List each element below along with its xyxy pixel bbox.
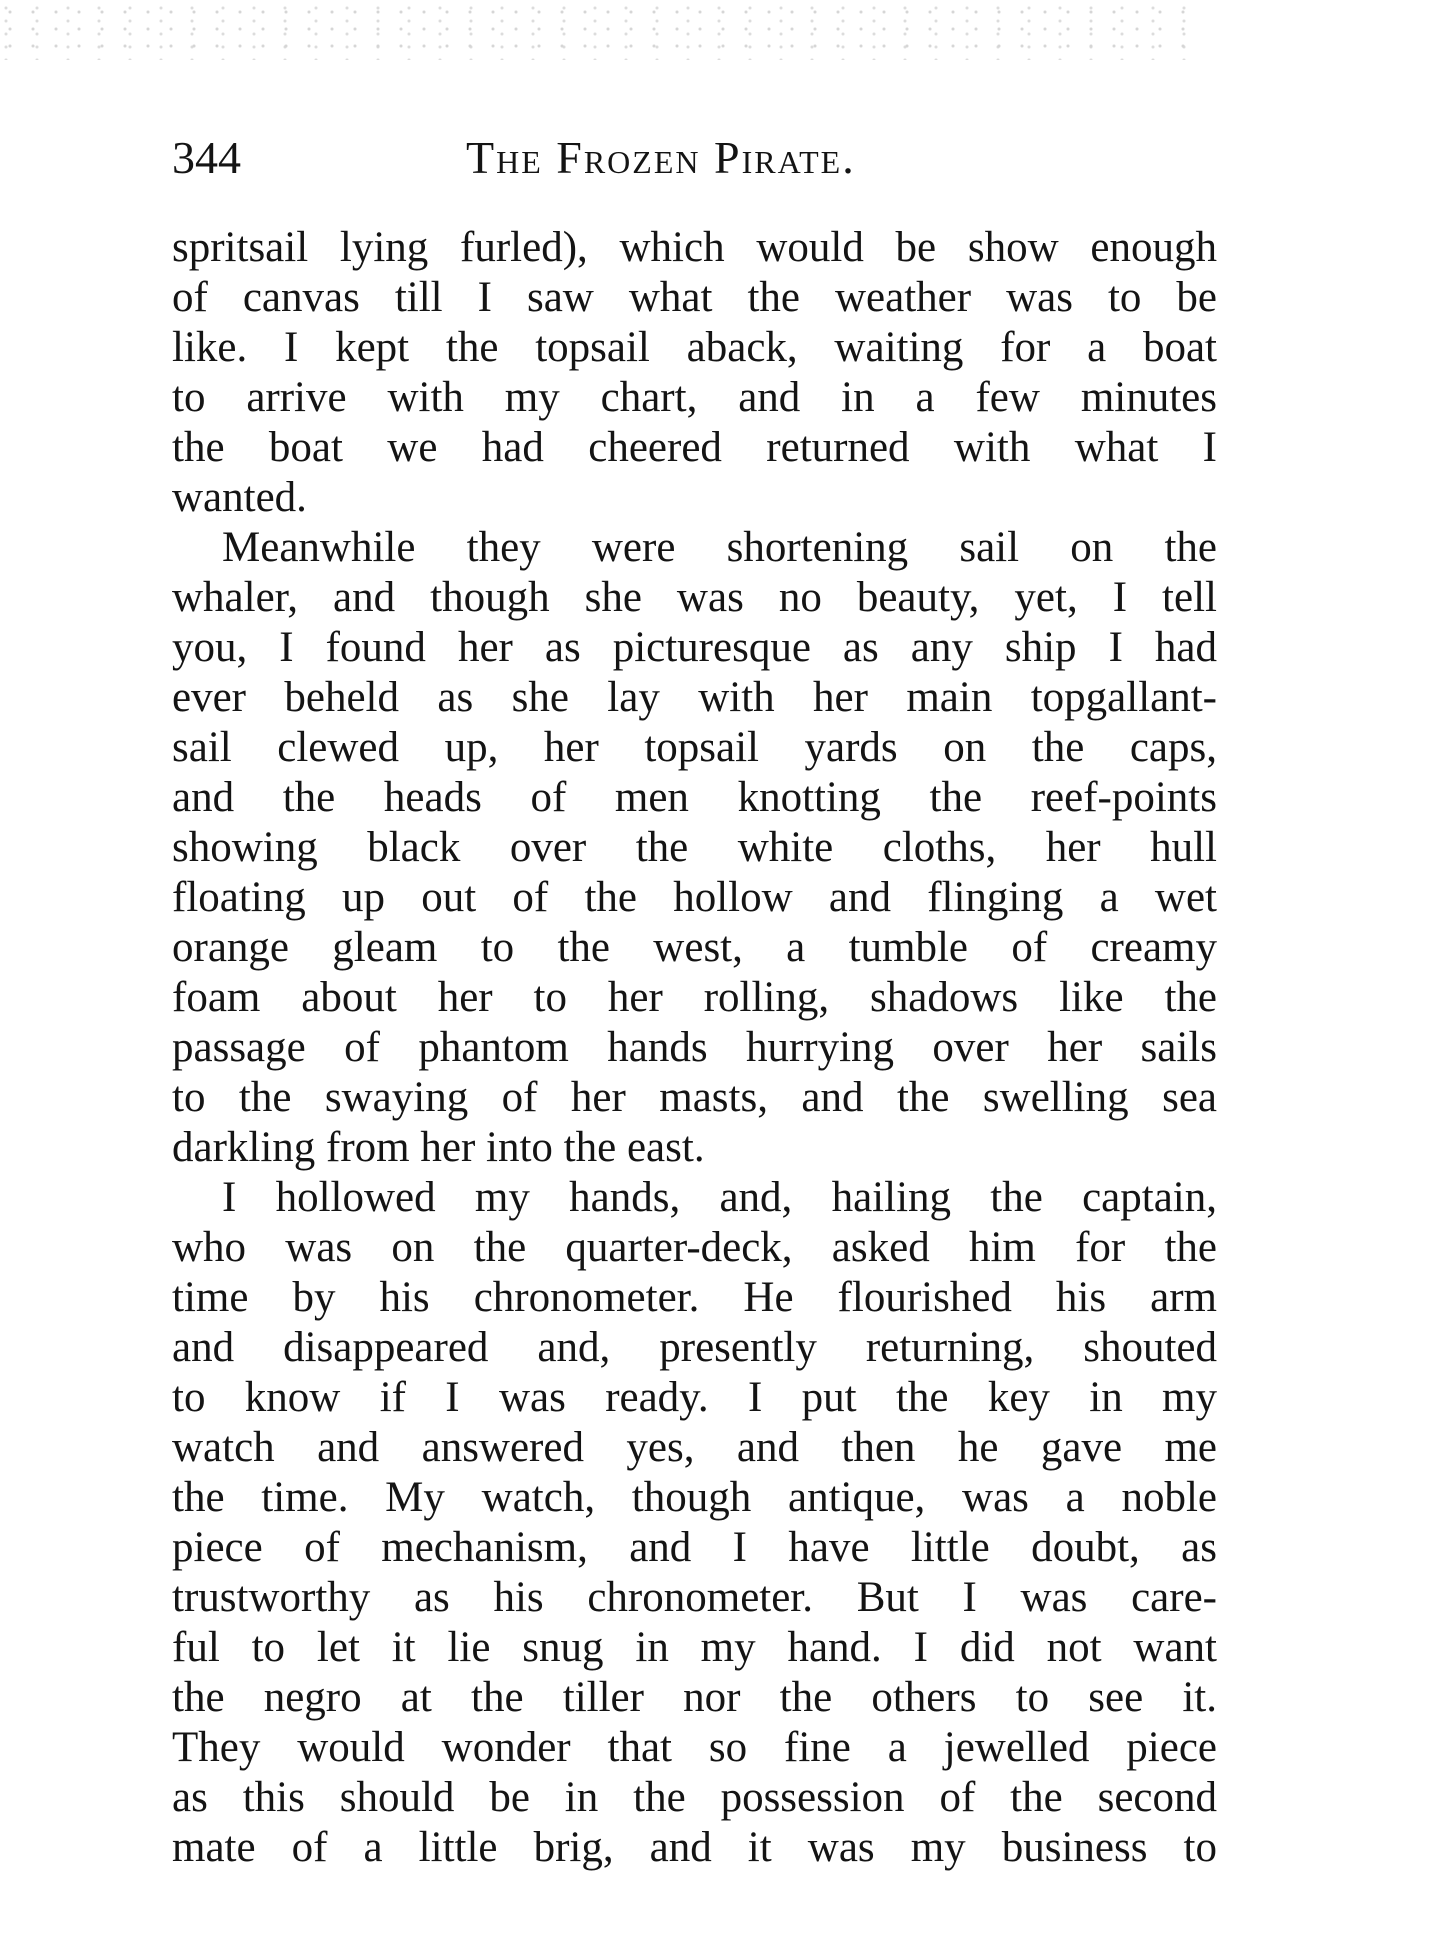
text-line: spritsail lying furled), which would be show enough: [172, 224, 1217, 271]
text-line: who was on the quarter-deck, asked him for the: [172, 1224, 1217, 1271]
text-line: to arrive with my chart, and in a few minutes: [172, 374, 1217, 421]
text-line: the negro at the tiller nor the others to see it.: [172, 1674, 1217, 1721]
text-line: the boat we had cheered returned with what I: [172, 424, 1217, 471]
text-line: floating up out of the hollow and flinging a wet: [172, 874, 1217, 921]
scan-noise-decoration: [0, 0, 1200, 60]
text-line: ful to let it lie snug in my hand. I did not want: [172, 1624, 1217, 1671]
text-line: foam about her to her rolling, shadows like the: [172, 974, 1217, 1021]
text-line: darkling from her into the east.: [172, 1124, 705, 1171]
text-line: to the swaying of her masts, and the swelling sea: [172, 1074, 1217, 1121]
text-line: like. I kept the topsail aback, waiting for a boat: [172, 324, 1217, 371]
text-line: orange gleam to the west, a tumble of creamy: [172, 924, 1217, 971]
text-line: whaler, and though she was no beauty, yet, I tell: [172, 574, 1217, 621]
text-line: wanted.: [172, 474, 307, 521]
text-line: showing black over the white cloths, her hull: [172, 824, 1217, 871]
text-line: piece of mechanism, and I have little doubt, as: [172, 1524, 1217, 1571]
text-line: trustworthy as his chronometer. But I was care-: [172, 1574, 1217, 1621]
text-line: mate of a little brig, and it was my business to: [172, 1824, 1217, 1871]
text-line: They would wonder that so fine a jewelled piece: [172, 1724, 1217, 1771]
text-line: and the heads of men knotting the reef-points: [172, 774, 1217, 821]
text-line: to know if I was ready. I put the key in my: [172, 1374, 1217, 1421]
text-line: and disappeared and, presently returning, shouted: [172, 1324, 1217, 1371]
text-line: I hollowed my hands, and, hailing the captain,: [222, 1174, 1217, 1221]
page-number: 344: [172, 132, 241, 183]
page-header: [172, 128, 1217, 188]
text-line: of canvas till I saw what the weather was to be: [172, 274, 1217, 321]
text-line: Meanwhile they were shortening sail on the: [222, 524, 1217, 571]
text-line: watch and answered yes, and then he gave me: [172, 1424, 1217, 1471]
text-line: the time. My watch, though antique, was a noble: [172, 1474, 1217, 1521]
text-line: passage of phantom hands hurrying over her sails: [172, 1024, 1217, 1071]
running-title: The Frozen Pirate.: [466, 132, 856, 183]
text-line: you, I found her as picturesque as any ship I had: [172, 624, 1217, 671]
paragraph: [172, 523, 1217, 1173]
text-line: ever beheld as she lay with her main topgallant-: [172, 674, 1217, 721]
paragraph: [172, 223, 1217, 523]
text-line: as this should be in the possession of the second: [172, 1774, 1217, 1821]
text-line: sail clewed up, her topsail yards on the caps,: [172, 724, 1217, 771]
text-line: time by his chronometer. He flourished his arm: [172, 1274, 1217, 1321]
paragraph: [172, 1173, 1217, 1873]
body-text: [172, 223, 1217, 1873]
